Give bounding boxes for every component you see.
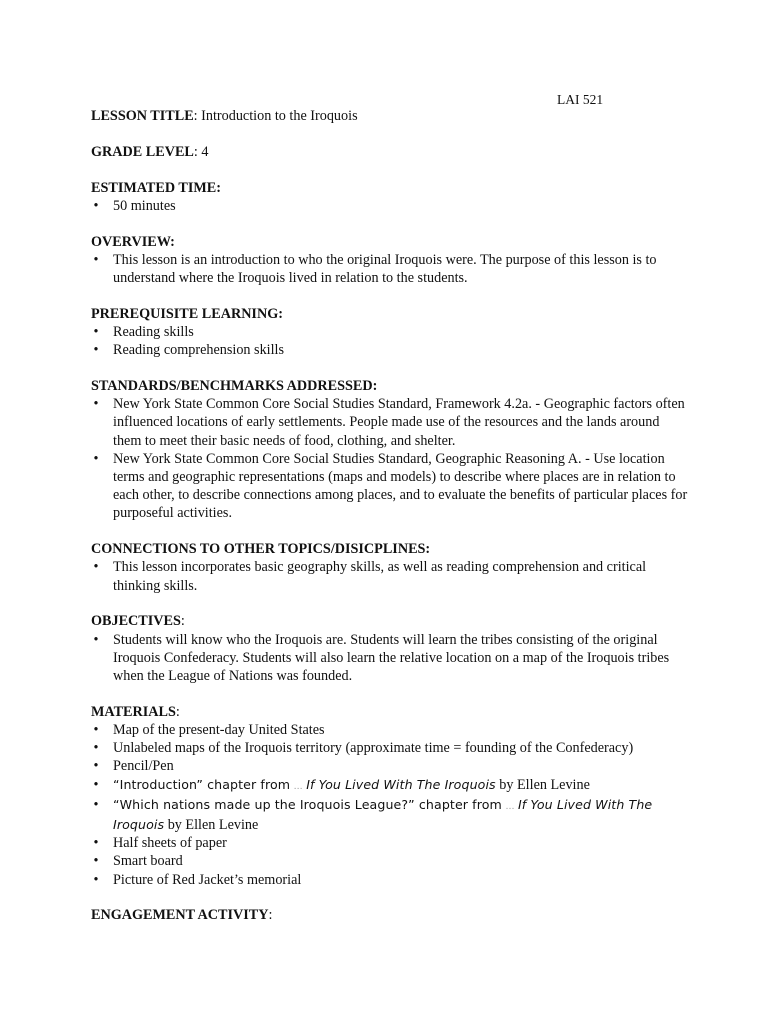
lesson-title-value: Introduction to the Iroquois xyxy=(201,108,358,124)
standards-section xyxy=(91,377,691,523)
book-title: If You Lived With The Iroquois xyxy=(306,776,496,792)
prerequisite-list xyxy=(91,323,691,359)
objectives-heading: OBJECTIVES: xyxy=(91,613,185,630)
list-item: • Smart board xyxy=(91,852,691,870)
list-item: • Reading skills xyxy=(91,323,691,341)
book-author: by Ellen Levine xyxy=(167,817,259,834)
overview-section xyxy=(91,233,691,288)
lesson-title-field: LESSON TITLE: Introduction to the Iroquois xyxy=(91,108,358,124)
materials-section xyxy=(91,703,691,889)
list-item: • This lesson incorporates basic geography skills, as well as reading comprehension and critical thinking skills. xyxy=(91,558,691,594)
objectives-list xyxy=(91,631,691,686)
ellipsis-mark: … xyxy=(293,781,303,792)
objectives-section xyxy=(91,612,691,685)
materials-list xyxy=(91,721,691,889)
grade-level-label: GRADE LEVEL xyxy=(91,143,194,160)
connections-heading: CONNECTIONS TO OTHER TOPICS/DISICPLINES: xyxy=(91,541,431,558)
bullet-icon: • xyxy=(93,722,99,739)
ellipsis-mark: … xyxy=(505,801,515,812)
list-item: • Reading comprehension skills xyxy=(91,341,691,359)
list-item: • 50 minutes xyxy=(91,197,691,215)
list-item: • This lesson is an introduction to who the original Iroquois were. The purpose of this lesson is to understand where the Iroquois lived in relation to the students. xyxy=(91,251,691,287)
estimated-time-section xyxy=(91,179,691,215)
estimated-time-heading: ESTIMATED TIME: xyxy=(91,179,221,196)
prerequisite-section xyxy=(91,305,691,360)
list-item: • Pencil/Pen xyxy=(91,757,691,775)
overview-list xyxy=(91,251,691,287)
course-code: LAI 521 xyxy=(557,92,604,107)
bullet-icon: • xyxy=(93,796,99,813)
standards-heading: STANDARDS/BENCHMARKS ADDRESSED: xyxy=(91,378,378,394)
book-title: If You Lived With The Iroquois xyxy=(113,796,653,833)
bullet-icon: • xyxy=(93,450,99,467)
list-item: • Map of the present-day United States xyxy=(91,721,691,739)
list-item: • New York State Common Core Social Studies Standard, Framework 4.2a. - Geographic factors often influenced locations of early settlements. People made use of the resources and the lands around them to meet their basic needs of food, clothing, and shelter. xyxy=(91,395,691,450)
bullet-icon: • xyxy=(93,342,99,359)
connections-list xyxy=(91,558,691,594)
book-author: by Ellen Levine xyxy=(499,776,590,793)
bullet-icon: • xyxy=(93,631,99,648)
list-item xyxy=(91,796,691,834)
list-item: • Students will know who the Iroquois are. Students will learn the tribes consisting of the original Iroquois Confederacy. Students will also learn the relative location on a map of the Iroquois tribes when the League of Nations was founded. xyxy=(91,631,691,686)
bullet-icon: • xyxy=(93,197,99,214)
list-item: • Half sheets of paper xyxy=(91,834,691,852)
bullet-icon: • xyxy=(93,776,99,793)
estimated-time-list xyxy=(91,197,691,215)
chapter-reference: “Which nations made up the Iroquois League?” chapter from xyxy=(113,796,502,812)
grade-level-section xyxy=(91,143,691,161)
overview-heading: OVERVIEW: xyxy=(91,233,175,250)
bullet-icon: • xyxy=(93,758,99,775)
engagement-section xyxy=(91,906,691,924)
bullet-icon: • xyxy=(93,559,99,576)
standards-list xyxy=(91,395,691,522)
list-item xyxy=(91,776,691,796)
list-item: • Unlabeled maps of the Iroquois territory (approximate time = founding of the Confederacy) xyxy=(91,739,691,757)
connections-section xyxy=(91,540,691,595)
bullet-icon: • xyxy=(93,396,99,413)
bullet-icon: • xyxy=(93,740,99,757)
list-item: • Picture of Red Jacket’s memorial xyxy=(91,871,691,889)
bullet-icon: • xyxy=(93,853,99,870)
bullet-icon: • xyxy=(93,324,99,340)
bullet-icon: • xyxy=(93,251,99,268)
materials-heading: MATERIALS: xyxy=(91,703,180,720)
prerequisite-heading: PREREQUISITE LEARNING: xyxy=(91,305,283,322)
bullet-icon: • xyxy=(93,835,99,852)
chapter-reference: “Introduction” chapter from xyxy=(113,776,291,792)
grade-level-field: GRADE LEVEL: 4 xyxy=(91,143,209,160)
list-item: • New York State Common Core Social Studies Standard, Geographic Reasoning A. - Use location terms and geographic representations (maps and models) to describe where places are in relation to each other, to describe connections among places, and to evaluate the benefits of particular places for purposeful activities. xyxy=(91,450,691,523)
bullet-icon: • xyxy=(93,871,99,888)
grade-level-value: 4 xyxy=(201,143,209,160)
lesson-title-label: LESSON TITLE xyxy=(91,108,194,124)
lesson-plan-body xyxy=(91,107,691,925)
engagement-heading: ENGAGEMENT ACTIVITY: xyxy=(91,907,273,924)
